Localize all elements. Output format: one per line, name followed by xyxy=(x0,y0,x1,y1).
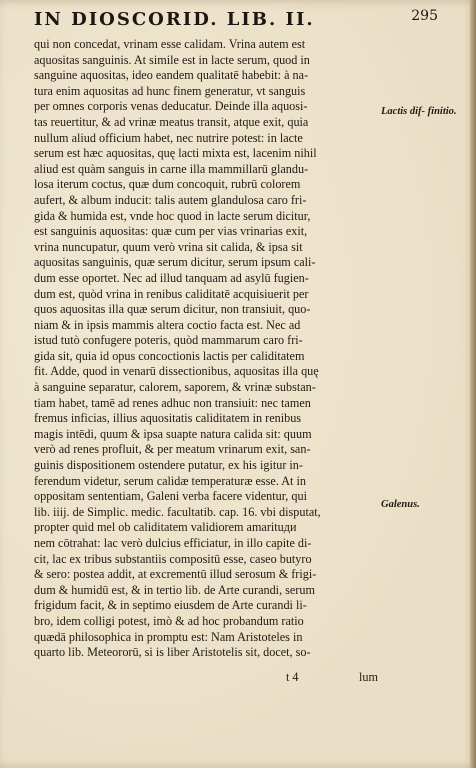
text-line: dum est, quòd vrina in renibus caliditatē acquisiuerit per xyxy=(34,286,309,301)
page-footer xyxy=(34,670,378,688)
text-line: quarto lib. Meteororū, si is liber Aristotelis sit, docet, so- xyxy=(34,645,311,660)
text-line: magis intēdi, quum & ipsa suapte natura calida sit: quum xyxy=(34,426,312,441)
catchword: lum xyxy=(359,670,378,684)
text-line: propter quid mel ob caliditatem validiorem amarituди xyxy=(34,520,297,535)
text-line: frigidum facit, & in septimo eiusdem de Arte curandi li- xyxy=(34,598,307,613)
text-line: aquositas sanguinis. At simile est in lacte serum, quod in xyxy=(34,52,310,67)
text-line: quædā philosophica in promptu est: Nam Aristoteles in xyxy=(34,629,303,644)
running-head: IN DIOSCORID. LIB. II. xyxy=(34,9,315,30)
text-line: est sanguinis aquositas: quæ cum per vias vrinarias exit, xyxy=(34,224,308,239)
text-line: & sero: postea addit, at excrementū illud serosum & frigi- xyxy=(34,567,317,582)
text-line: guinis dispositionem ostendere putatur, ex his igitur in- xyxy=(34,458,303,473)
text-line: verò ad renes profluit, & per meatum vrinarum exit, san- xyxy=(34,442,311,457)
text-line: aquositas sanguinis, quæ serum dicitur, serum ipsum cali- xyxy=(34,255,316,270)
text-line: tura enim aquositas ad hunc finem generatur, vt sanguis xyxy=(34,83,306,98)
text-line: oppositam sententiam, Galeni verba facere videntur, qui xyxy=(34,489,307,504)
signature-mark: t 4 xyxy=(286,670,299,684)
margin-note-lactis-diffinitio: Lactis dif- finitio. xyxy=(381,106,457,117)
text-line: fit. Adde, quod in venarū dissectionibus, aquositas illa quę xyxy=(34,364,319,379)
body-text xyxy=(34,37,378,661)
text-line: dum & humidū est, & in tertio lib. de Arte curandi, serum xyxy=(34,582,315,597)
page-header xyxy=(34,6,438,32)
text-line: tiam habet, tamē ad renes adhuc non transiuit: nec tamen xyxy=(34,395,311,410)
text-line: dum esse oportet. Nec ad illud tanquam ad asylū fugien- xyxy=(34,270,309,285)
text-line: serum est hæc aquositas, quę lacti mixta est, lacenim nihil xyxy=(34,146,317,161)
text-line: niam & in ipsis mammis altera coctio facta est. Nec ad xyxy=(34,317,301,332)
page-number: 295 xyxy=(411,8,438,24)
text-line: nullum aliud officium habet, nec nutrire potest: in lacte xyxy=(34,130,303,145)
page-edge-shadow xyxy=(470,0,476,768)
margin-note-galenus: Galenus. xyxy=(381,499,420,510)
text-line: gida & humida est, vnde hoc quod in lacte serum dicitur, xyxy=(34,208,311,223)
text-line: cit, lac ex tribus substantiis compositū esse, caseo butyro xyxy=(34,551,312,566)
text-line: qui non concedat, vrinam esse calidam. Vrina autem est xyxy=(34,37,306,51)
text-line: istud tutò confugere poteris, quòd mammarum caro fri- xyxy=(34,333,303,348)
text-line: per omnes corporis venas deducatur. Deinde illa aquosi- xyxy=(34,99,308,114)
text-line: tas reuertitur, & ad vrinæ meatus transit, atque exit, quia xyxy=(34,114,309,129)
text-line: vrina nuncupatur, quum verò vrina sit calida, & ipsa sit xyxy=(34,239,303,254)
text-line: aufert, & album inducit: talis autem glandulosa caro fri- xyxy=(34,192,307,207)
text-line: fremus inficias, illius aquositatis caliditatem in renibus xyxy=(34,411,302,426)
text-line: nem cōtrahat: lac verò dulcius efficiatur, in illo capite di- xyxy=(34,536,312,550)
text-line: bro, idem colligi potest, imò & ad hoc probandum ratio xyxy=(34,613,304,628)
text-line: lib. iiij. de Simplic. medic. facultatib. cap. 16. vbi disputat, xyxy=(34,504,321,519)
text-line: sanguine aquositas, ideo eandem qualitatē habebit: à na- xyxy=(34,68,309,83)
text-line: aliud est quàm sanguis in carne illa mammillarū glandu- xyxy=(34,161,309,176)
text-line: losa iterum coctus, quæ dum concoquit, rubrū colorem xyxy=(34,177,301,192)
text-line: quos aquositas illa quæ serum dicitur, non transiuit, quo- xyxy=(34,302,311,317)
text-line: à sanguine separatur, calorem, saporem, & vrinæ substan- xyxy=(34,380,316,395)
text-line: ferendum videtur, serum calidæ temperaturæ esse. At in xyxy=(34,473,306,488)
text-line: gida sit, quia id opus concoctionis lactis per caliditatem xyxy=(34,348,305,363)
